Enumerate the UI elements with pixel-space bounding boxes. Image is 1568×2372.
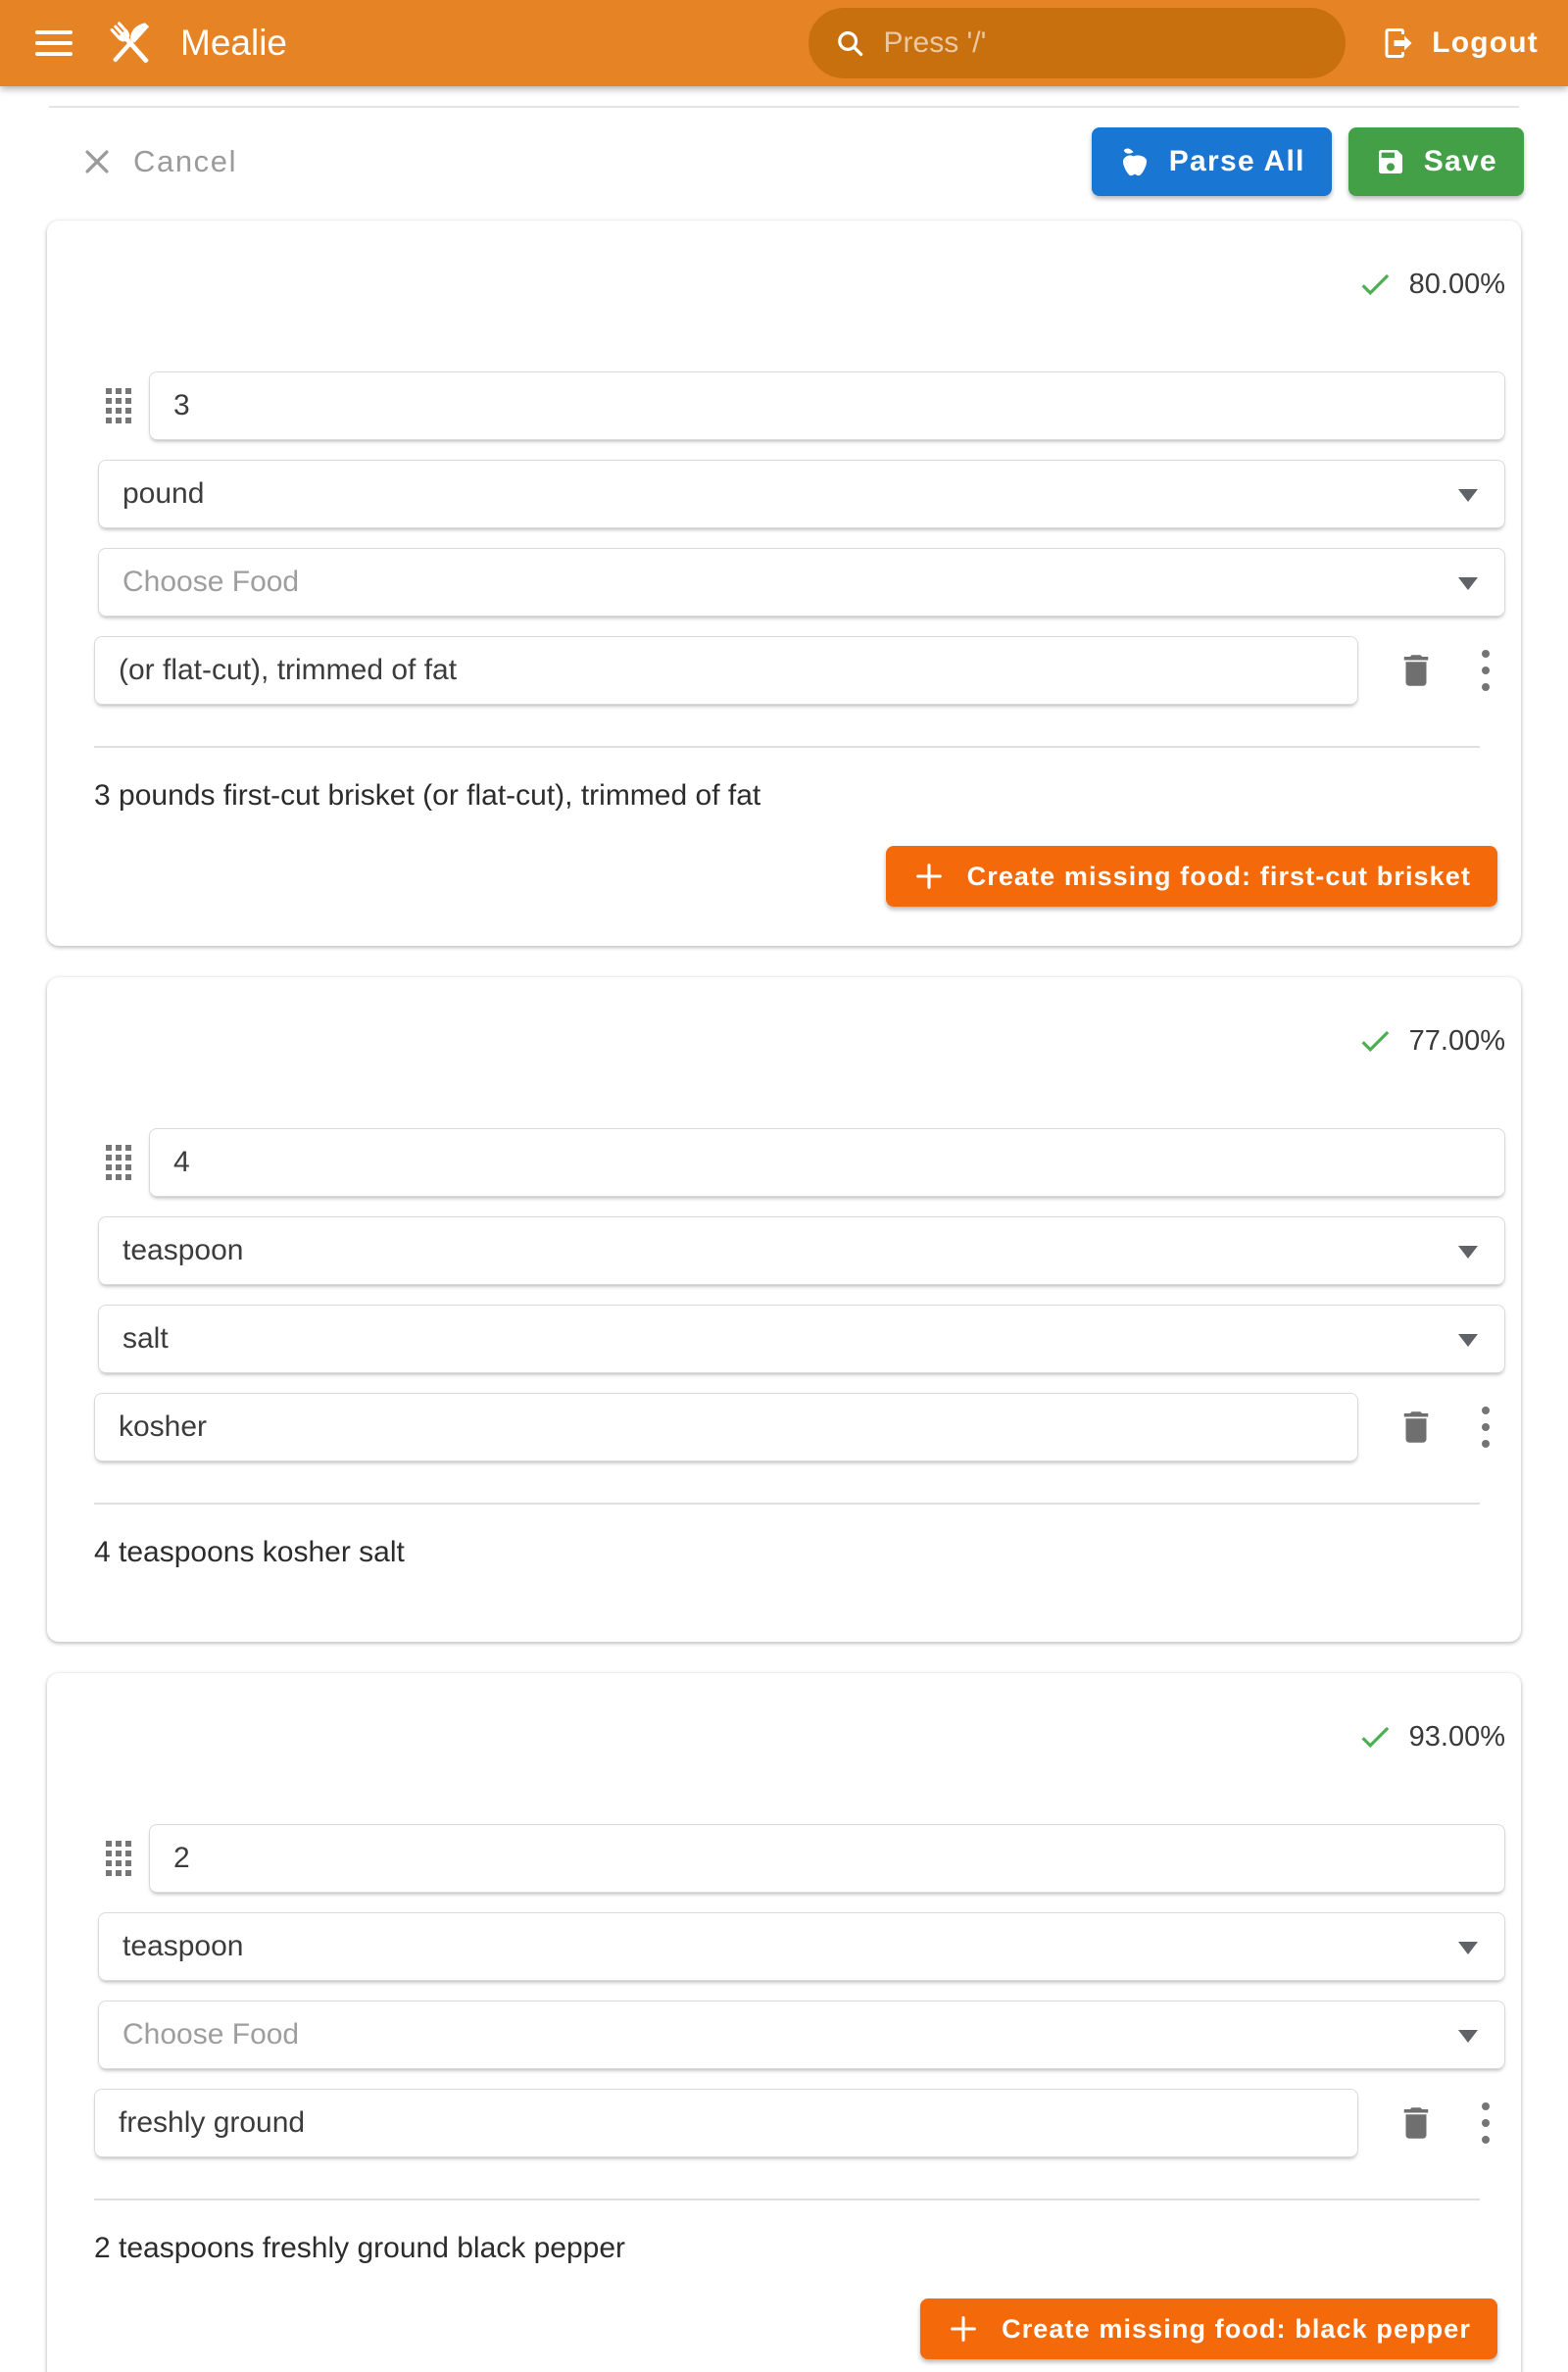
apple-icon bbox=[1118, 145, 1152, 178]
more-options-icon[interactable] bbox=[1482, 2102, 1490, 2144]
original-ingredient-text: 4 teaspoons kosher salt bbox=[94, 1536, 405, 1568]
delete-button[interactable] bbox=[1396, 2102, 1437, 2144]
quantity-input[interactable] bbox=[149, 1128, 1505, 1197]
ingredient-list bbox=[47, 221, 1521, 2372]
confidence-row bbox=[63, 1673, 1505, 1761]
close-icon bbox=[80, 145, 114, 178]
original-ingredient-text: 2 teaspoons freshly ground black pepper bbox=[94, 2232, 626, 2264]
drag-handle-icon[interactable] bbox=[106, 388, 131, 423]
unit-select-input[interactable] bbox=[98, 1216, 1505, 1285]
quantity-input[interactable] bbox=[149, 1824, 1505, 1893]
logout-button[interactable] bbox=[1381, 25, 1539, 61]
note-input[interactable] bbox=[94, 2089, 1358, 2157]
plus-icon bbox=[947, 2312, 980, 2346]
plus-icon bbox=[912, 860, 946, 893]
card-divider bbox=[94, 746, 1480, 748]
check-icon bbox=[1356, 1022, 1394, 1060]
create-missing-food-label: Create missing food: first-cut brisket bbox=[966, 861, 1471, 891]
confidence-row bbox=[63, 977, 1505, 1065]
note-input[interactable] bbox=[94, 636, 1358, 705]
confidence-value: 93.00% bbox=[1408, 1720, 1505, 1753]
delete-button[interactable] bbox=[1396, 650, 1437, 691]
check-icon bbox=[1356, 266, 1394, 303]
parse-all-label: Parse All bbox=[1168, 145, 1305, 177]
food-select[interactable] bbox=[98, 548, 1505, 617]
ingredient-card bbox=[47, 221, 1521, 946]
quantity-input[interactable] bbox=[149, 371, 1505, 440]
unit-select[interactable] bbox=[98, 1216, 1505, 1285]
create-missing-food-button[interactable] bbox=[920, 2298, 1497, 2359]
trash-icon bbox=[1396, 2102, 1437, 2144]
more-options-icon[interactable] bbox=[1482, 1407, 1490, 1448]
original-ingredient-text: 3 pounds first-cut brisket (or flat-cut), trimmed of fat bbox=[94, 779, 761, 812]
note-input[interactable] bbox=[94, 1393, 1358, 1461]
more-options-icon[interactable] bbox=[1482, 650, 1490, 691]
create-missing-food-button[interactable] bbox=[886, 846, 1497, 907]
food-select-input[interactable] bbox=[98, 1305, 1505, 1373]
food-select-input[interactable] bbox=[98, 548, 1505, 617]
parse-all-button[interactable] bbox=[1092, 127, 1332, 196]
save-button[interactable] bbox=[1348, 127, 1524, 196]
trash-icon bbox=[1396, 1407, 1437, 1448]
drag-handle-icon[interactable] bbox=[106, 1145, 131, 1180]
mealie-logo-icon bbox=[102, 15, 159, 72]
card-divider bbox=[94, 1503, 1480, 1505]
create-missing-food-label: Create missing food: black pepper bbox=[1002, 2313, 1471, 2344]
check-icon bbox=[1356, 1718, 1394, 1755]
food-select-input[interactable] bbox=[98, 2001, 1505, 2069]
cancel-label: Cancel bbox=[133, 144, 238, 178]
ingredient-card bbox=[47, 977, 1521, 1642]
unit-select-input[interactable] bbox=[98, 460, 1505, 528]
ingredient-card bbox=[47, 1673, 1521, 2372]
search-icon bbox=[834, 25, 865, 61]
cancel-button[interactable] bbox=[80, 144, 237, 179]
food-select[interactable] bbox=[98, 2001, 1505, 2069]
confidence-value: 80.00% bbox=[1408, 268, 1505, 300]
search-bar[interactable] bbox=[808, 8, 1346, 78]
drag-handle-icon[interactable] bbox=[106, 1841, 131, 1876]
save-label: Save bbox=[1423, 145, 1497, 177]
confidence-row bbox=[63, 221, 1505, 309]
delete-button[interactable] bbox=[1396, 1407, 1437, 1448]
logout-label: Logout bbox=[1432, 26, 1539, 59]
save-icon bbox=[1375, 146, 1406, 177]
menu-icon[interactable] bbox=[27, 17, 80, 70]
app-bar bbox=[0, 0, 1568, 86]
search-input[interactable] bbox=[884, 26, 1321, 60]
header-divider bbox=[49, 106, 1519, 108]
logout-icon bbox=[1381, 25, 1416, 61]
trash-icon bbox=[1396, 650, 1437, 691]
app-title: Mealie bbox=[180, 23, 287, 63]
unit-select[interactable] bbox=[98, 460, 1505, 528]
card-divider bbox=[94, 2199, 1480, 2200]
unit-select-input[interactable] bbox=[98, 1912, 1505, 1981]
unit-select[interactable] bbox=[98, 1912, 1505, 1981]
food-select[interactable] bbox=[98, 1305, 1505, 1373]
editor-toolbar bbox=[80, 127, 1524, 196]
confidence-value: 77.00% bbox=[1408, 1024, 1505, 1057]
